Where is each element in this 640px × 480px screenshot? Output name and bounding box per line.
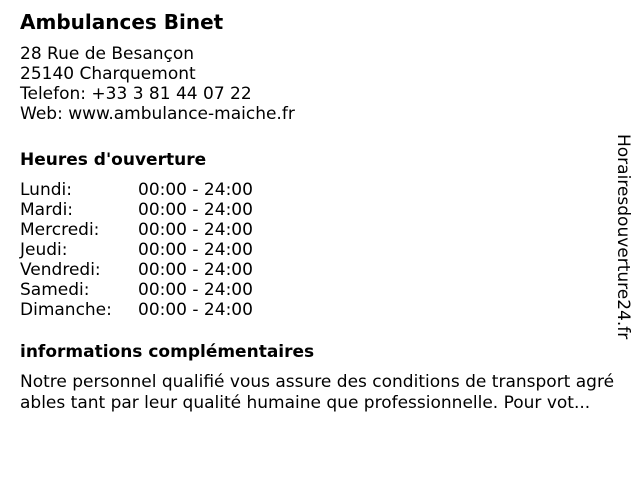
hours-time: 00:00 - 24:00 xyxy=(138,260,253,280)
hours-row xyxy=(20,200,616,220)
info-heading: informations complémentaires xyxy=(20,342,315,362)
hours-row xyxy=(20,240,616,260)
business-card xyxy=(20,10,616,414)
hours-day: Samedi: xyxy=(20,280,90,300)
hours-row xyxy=(20,280,616,300)
hours-row xyxy=(20,220,616,240)
hours-day: Vendredi: xyxy=(20,260,101,280)
hours-day: Mercredi: xyxy=(20,220,100,240)
hours-day: Lundi: xyxy=(20,180,72,200)
hours-day: Jeudi: xyxy=(20,240,68,260)
hours-row xyxy=(20,260,616,280)
address-block xyxy=(20,44,616,124)
hours-heading: Heures d'ouverture xyxy=(20,150,207,170)
hours-time: 00:00 - 24:00 xyxy=(138,220,253,240)
hours-table xyxy=(20,180,616,320)
hours-day: Dimanche: xyxy=(20,300,112,320)
hours-time: 00:00 - 24:00 xyxy=(138,200,253,220)
hours-time: 00:00 - 24:00 xyxy=(138,280,253,300)
hours-time: 00:00 - 24:00 xyxy=(138,300,253,320)
hours-row xyxy=(20,180,616,200)
hours-day: Mardi: xyxy=(20,200,74,220)
website: Web: www.ambulance-maiche.fr xyxy=(20,104,295,124)
business-name: Ambulances Binet xyxy=(20,10,224,34)
hours-time: 00:00 - 24:00 xyxy=(138,180,253,200)
site-watermark: Horairesdouverture24.fr xyxy=(613,134,633,340)
address-street: 28 Rue de Besançon xyxy=(20,44,195,64)
hours-row xyxy=(20,300,616,320)
hours-time: 00:00 - 24:00 xyxy=(138,240,253,260)
phone-number: Telefon: +33 3 81 44 07 22 xyxy=(20,84,252,104)
address-city: 25140 Charquemont xyxy=(20,64,196,84)
info-text: Notre personnel qualifié vous assure des conditions de transport agréables tant par leur qualité humaine que professionnelle. Pour vot... xyxy=(20,372,615,413)
